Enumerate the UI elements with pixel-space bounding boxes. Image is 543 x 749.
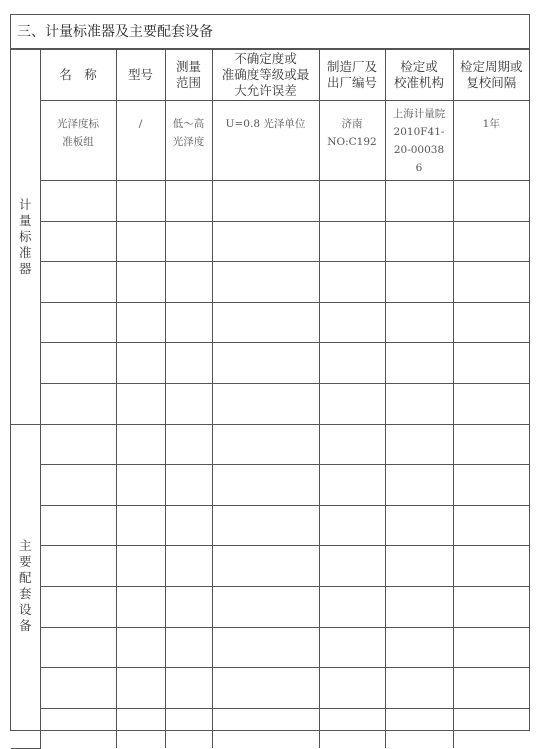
table-row [11, 586, 529, 627]
section-label-char: 配 [18, 570, 32, 586]
table-row [11, 708, 529, 748]
section-label-supporting [11, 424, 40, 748]
header-calib-org-text: 检定或 校准机构 [393, 59, 444, 90]
table-row [11, 465, 529, 506]
header-calib-org [385, 50, 453, 101]
equipment-table [11, 49, 529, 749]
header-maker-text: 制造厂及 出厂编号 [326, 59, 377, 90]
header-period [453, 50, 529, 101]
section-label-char: 器 [18, 260, 32, 276]
header-name [40, 50, 116, 101]
supporting-vertical-label [11, 538, 40, 634]
cell-model [116, 101, 165, 181]
section-label-char: 备 [18, 618, 32, 634]
table-row [11, 343, 529, 384]
section-label-char: 套 [18, 586, 32, 602]
section-label-char: 要 [18, 554, 32, 570]
cell-name [40, 101, 116, 181]
table-row [11, 181, 529, 222]
header-range-text: 测量 范围 [175, 59, 201, 90]
section-label-char: 计 [18, 196, 32, 212]
section-label-char: 量 [18, 212, 32, 228]
table-row [11, 302, 529, 343]
cell-model-text: / [138, 118, 143, 130]
header-uncertainty [212, 50, 319, 101]
section-label-standards [11, 50, 40, 425]
table-row [11, 505, 529, 546]
cell-name-text: 光泽度标准板组 [57, 118, 99, 148]
header-uncertainty-text: 不确定度或 准确度等级或最 大允许误差 [221, 51, 310, 98]
table-row [11, 424, 529, 465]
cell-calib-org-text: 上海计量院 2010F41-20-000386 [392, 108, 446, 174]
header-period-text: 检定周期或 复校间隔 [459, 59, 523, 90]
cell-range [165, 101, 212, 181]
header-row [11, 50, 529, 101]
table-row [11, 627, 529, 668]
table-row [11, 101, 529, 181]
cell-uncertainty [212, 101, 319, 181]
table-row [11, 668, 529, 709]
header-model-text: 型号 [127, 67, 153, 82]
table-row [11, 221, 529, 262]
cell-range-text: 低～高光泽度 [172, 118, 205, 148]
cell-uncertainty-text: U=0.8 光泽单位 [225, 118, 306, 130]
section-label-char: 准 [18, 244, 32, 260]
cell-calib-org [385, 101, 453, 181]
section-title: 三、计量标准器及主要配套设备 [11, 15, 529, 49]
cell-maker [319, 101, 385, 181]
cell-period-text: 1年 [482, 118, 500, 130]
header-name-text: 名 称 [59, 67, 97, 82]
table-row [11, 262, 529, 303]
section-label-char: 主 [18, 538, 32, 554]
table-row [11, 546, 529, 587]
header-model [116, 50, 165, 101]
equipment-form [10, 14, 530, 731]
standards-vertical-label [11, 197, 40, 277]
header-range [165, 50, 212, 101]
cell-period [453, 101, 529, 181]
header-maker [319, 50, 385, 101]
section-label-char: 标 [18, 228, 32, 244]
cell-maker-text: 济南 NO:C192 [327, 118, 377, 148]
section-label-char: 设 [18, 602, 32, 618]
table-row [11, 383, 529, 424]
